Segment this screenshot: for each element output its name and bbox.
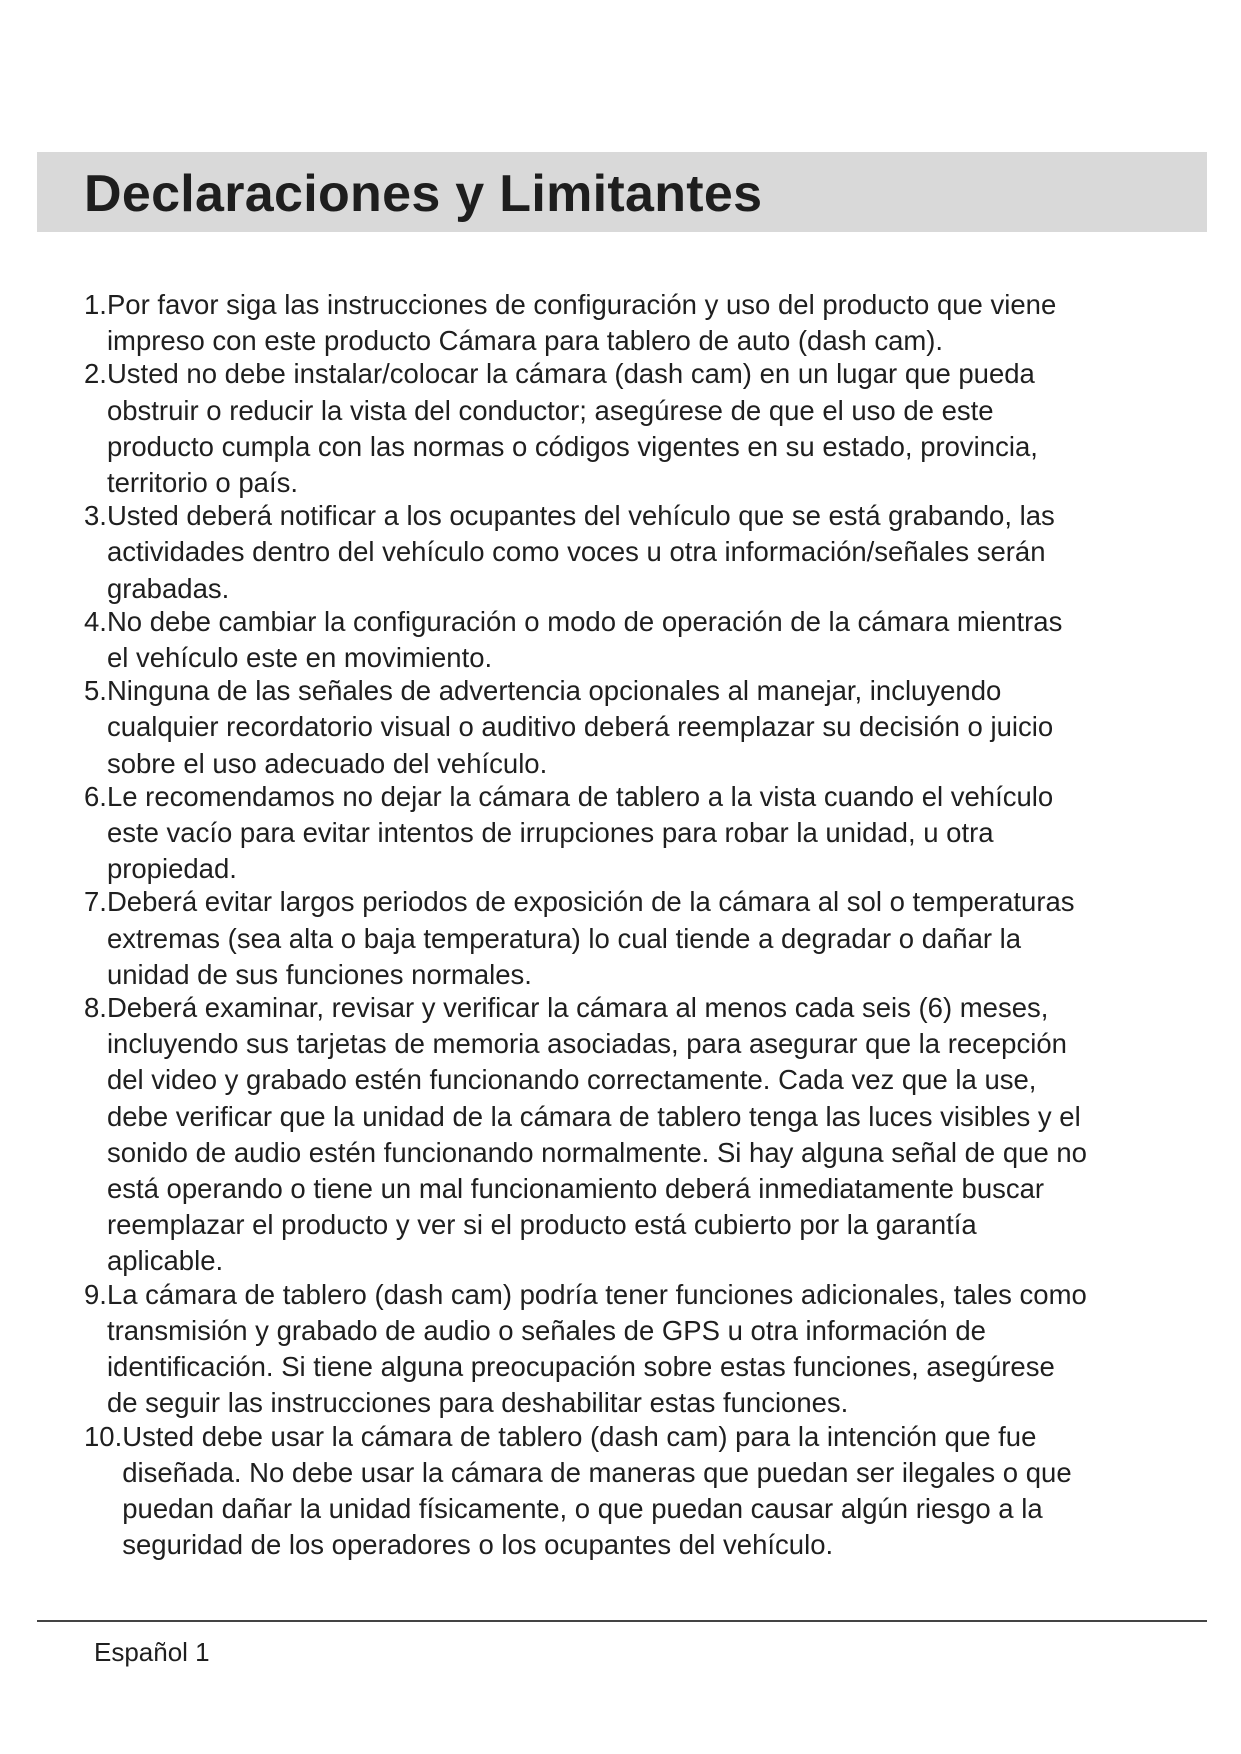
item-text-line: seguridad de los operadores o los ocupantes del vehículo. — [122, 1529, 834, 1561]
item-text — [107, 1277, 1124, 1422]
item-text — [107, 779, 1124, 888]
list-item — [84, 1419, 1124, 1564]
item-text-line: sobre el uso adecuado del vehículo. — [106, 747, 548, 779]
list-item — [84, 884, 1124, 993]
item-text — [107, 990, 1124, 1280]
item-text-line: puedan dañar la unidad físicamente, o que puedan causar algún riesgo a la — [122, 1492, 1043, 1524]
item-text-line: sonido de audio estén funcionando normalmente. Si hay alguna señal de que no — [106, 1136, 1087, 1168]
item-number: 7. — [84, 886, 107, 918]
list-item — [84, 990, 1124, 1280]
item-text-line: impreso con este producto Cámara para tablero de auto (dash cam). — [106, 325, 944, 357]
item-text — [107, 673, 1124, 782]
declarations-list — [84, 287, 1124, 1563]
item-text-line: Usted no debe instalar/colocar la cámara (dash cam) en un lugar que pueda — [106, 358, 1035, 390]
item-number: 10. — [84, 1420, 123, 1452]
item-number: 6. — [84, 780, 107, 812]
list-item — [84, 287, 1124, 359]
item-text-line: Deberá evitar largos periodos de exposición de la cámara al sol o temperaturas — [106, 886, 1075, 918]
item-number: 8. — [84, 992, 107, 1024]
list-item — [84, 604, 1124, 676]
page-title: Declaraciones y Limitantes — [84, 165, 763, 223]
item-text-line: propiedad. — [106, 853, 237, 885]
item-text-line: aplicable. — [106, 1245, 224, 1277]
item-number: 4. — [84, 605, 107, 637]
item-text-line: Ninguna de las señales de advertencia opcionales al manejar, incluyendo — [106, 675, 1002, 707]
item-text — [107, 884, 1124, 993]
item-text — [107, 498, 1124, 607]
item-text-line: Le recomendamos no dejar la cámara de tablero a la vista cuando el vehículo — [106, 780, 1054, 812]
item-text-line: incluyendo sus tarjetas de memoria asociadas, para asegurar que la recepción — [106, 1028, 1067, 1060]
list-item — [84, 1277, 1124, 1422]
item-text-line: obstruir o reducir la vista del conductor; asegúrese de que el uso de este — [106, 394, 994, 426]
item-number: 2. — [84, 358, 107, 390]
page-number: Español 1 — [94, 1637, 210, 1667]
item-text-line: extremas (sea alta o baja temperatura) lo cual tiende a degradar o dañar la — [106, 922, 1022, 954]
item-text-line: cualquier recordatorio visual o auditivo deberá reemplazar su decisión o juicio — [106, 711, 1054, 743]
item-text-line: territorio o país. — [106, 467, 298, 499]
item-text-line: reemplazar el producto y ver si el producto está cubierto por la garantía — [106, 1209, 977, 1241]
item-text-line: transmisión y grabado de audio o señales de GPS u otra información de — [106, 1314, 986, 1346]
item-text-line: este vacío para evitar intentos de irrupciones para robar la unidad, u otra — [106, 817, 994, 849]
item-text-line: actividades dentro del vehículo como voces u otra información/señales serán — [106, 536, 1046, 568]
item-number: 1. — [84, 289, 107, 320]
item-text-line: debe verificar que la unidad de la cámara de tablero tenga las luces visibles y el — [106, 1100, 1081, 1132]
item-text-line: Deberá examinar, revisar y verificar la cámara al menos cada seis (6) meses, — [106, 992, 1049, 1024]
item-text-line: Usted debe usar la cámara de tablero (dash cam) para la intención que fue — [122, 1420, 1037, 1452]
item-text-line: No debe cambiar la configuración o modo de operación de la cámara mientras — [106, 605, 1063, 637]
item-text-line: producto cumpla con las normas o códigos vigentes en su estado, provincia, — [106, 430, 1038, 462]
item-text — [107, 604, 1124, 676]
item-text-line: identificación. Si tiene alguna preocupación sobre estas funciones, asegúrese — [106, 1351, 1055, 1383]
item-text-line: está operando o tiene un mal funcionamiento deberá inmediatamente buscar — [106, 1173, 1045, 1205]
item-text-line: del video y grabado estén funcionando correctamente. Cada vez que la use, — [106, 1064, 1037, 1096]
item-text — [107, 356, 1124, 501]
item-text-line: unidad de sus funciones normales. — [106, 958, 532, 990]
list-item — [84, 779, 1124, 888]
item-text-line: La cámara de tablero (dash cam) podría tener funciones adicionales, tales como — [106, 1278, 1087, 1310]
item-number: 5. — [84, 675, 107, 707]
item-number: 9. — [84, 1278, 107, 1310]
item-text-line: Por favor siga las instrucciones de configuración y uso del producto que viene — [106, 289, 1057, 320]
item-text-line: Usted deberá notificar a los ocupantes del vehículo que se está grabando, las — [106, 500, 1055, 532]
footer-divider — [37, 1620, 1207, 1622]
item-text-line: grabadas. — [106, 572, 230, 604]
list-item — [84, 498, 1124, 607]
item-text-line: de seguir las instrucciones para deshabilitar estas funciones. — [106, 1387, 849, 1419]
list-item — [84, 356, 1124, 501]
item-text-line: el vehículo este en movimiento. — [106, 642, 493, 674]
item-text — [107, 287, 1124, 359]
item-text — [122, 1419, 1124, 1564]
list-item — [84, 673, 1124, 782]
item-text-line: diseñada. No debe usar la cámara de maneras que puedan ser ilegales o que — [122, 1456, 1072, 1488]
item-number: 3. — [84, 500, 107, 532]
